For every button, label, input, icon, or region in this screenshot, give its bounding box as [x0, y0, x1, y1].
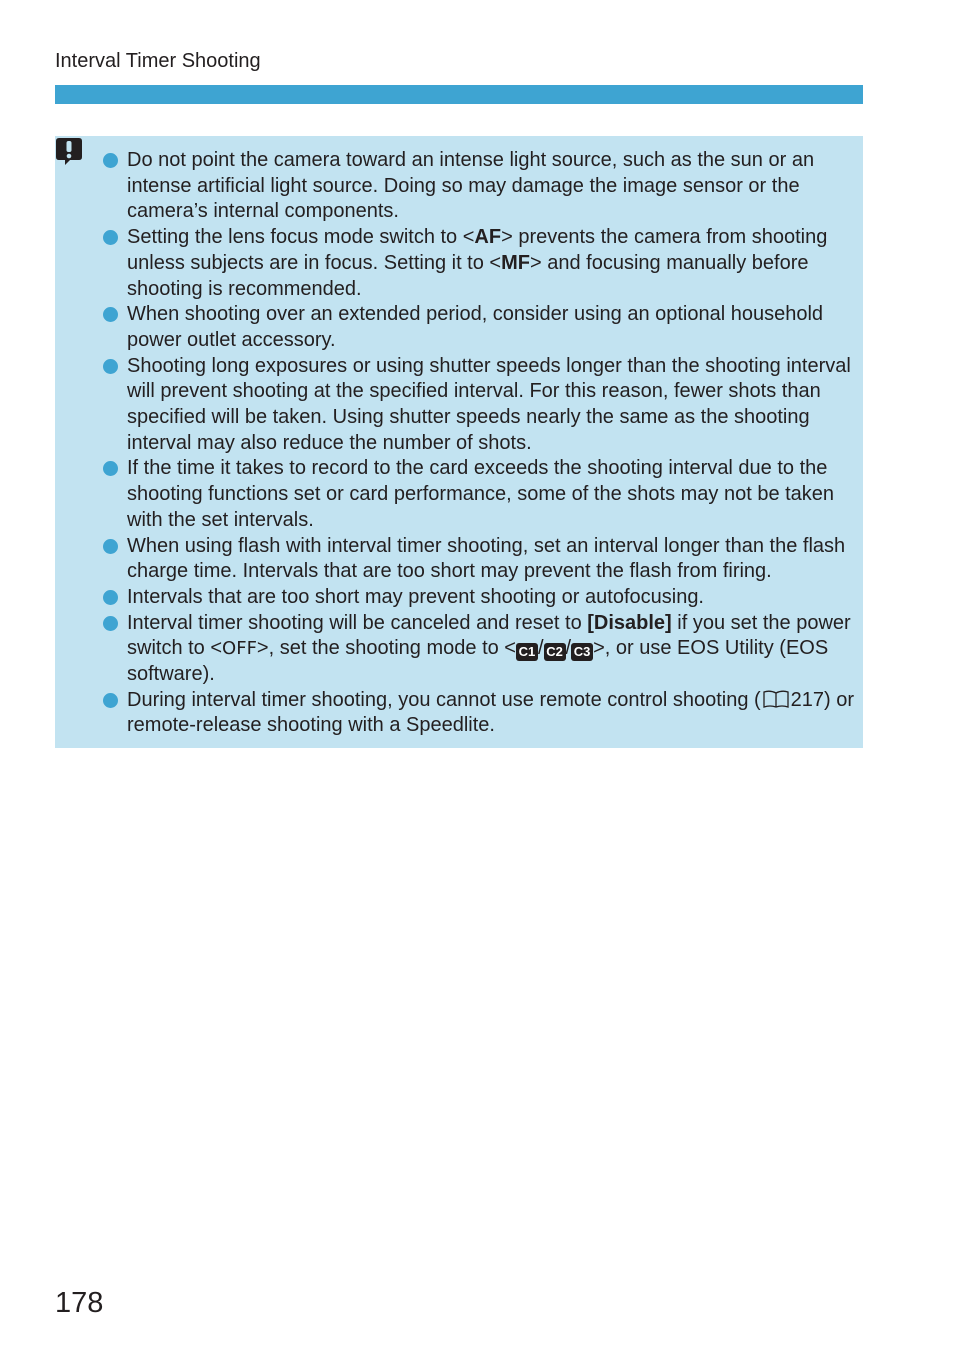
page-reference[interactable]: 217 — [790, 688, 825, 711]
list-item: Interval timer shooting will be canceled and reset to [Disable] if you set the power switch to <OFF>, set the shooting mode to < C1 / C2 / C3 >, or use EOS Utility (EOS software). — [103, 611, 855, 688]
caution-box — [55, 136, 863, 748]
running-head: Interval Timer Shooting — [55, 50, 261, 72]
bullet-icon — [103, 359, 118, 374]
list-item: Shooting long exposures or using shutter speeds longer than the shooting interval will prevent shooting at the specified interval. For this reason, fewer shots than specified will be taken. Using shutter speeds nearly the same as the shooting interval may also reduce the number of shots. — [103, 354, 855, 457]
caution-icon — [55, 136, 83, 166]
caution-list — [103, 148, 855, 739]
bullet-icon — [103, 230, 118, 245]
list-item: If the time it takes to record to the card exceeds the shooting interval due to the shooting functions set or card performance, some of the shots may not be taken with the set intervals. — [103, 456, 855, 533]
bullet-icon — [103, 153, 118, 168]
disable-label: [Disable] — [587, 611, 672, 634]
list-item: Intervals that are too short may prevent shooting or autofocusing. — [103, 585, 855, 611]
mf-label: MF — [501, 251, 530, 274]
power-off-symbol: OFF — [222, 638, 257, 660]
af-label: AF — [474, 226, 502, 249]
header-bar — [55, 85, 863, 104]
page-number: 178 — [55, 1287, 104, 1319]
bullet-icon — [103, 616, 118, 631]
list-item: During interval timer shooting, you cannot use remote control shooting ( 217) or remote-release shooting with a Speedlite. — [103, 688, 855, 739]
list-item: Do not point the camera toward an intense light source, such as the sun or an intense artificial light source. Doing so may damage the image sensor or the camera’s internal components. — [103, 148, 855, 225]
bullet-icon — [103, 307, 118, 322]
mode-c2-icon: C2 — [544, 643, 566, 661]
book-icon — [761, 689, 791, 709]
bullet-icon — [103, 590, 118, 605]
list-item: When using flash with interval timer shooting, set an interval longer than the flash charge time. Intervals that are too short may prevent the flash from firing. — [103, 534, 855, 585]
mode-c1-icon: C1 — [516, 643, 538, 661]
bullet-icon — [103, 693, 118, 708]
bullet-icon — [103, 461, 118, 476]
list-item: Setting the lens focus mode switch to <AF> prevents the camera from shooting unless subjects are in focus. Setting it to <MF> and focusing manually before shooting is recommended. — [103, 225, 855, 302]
bullet-icon — [103, 539, 118, 554]
mode-c3-icon: C3 — [571, 643, 593, 661]
list-item: When shooting over an extended period, consider using an optional household power outlet accessory. — [103, 302, 855, 353]
